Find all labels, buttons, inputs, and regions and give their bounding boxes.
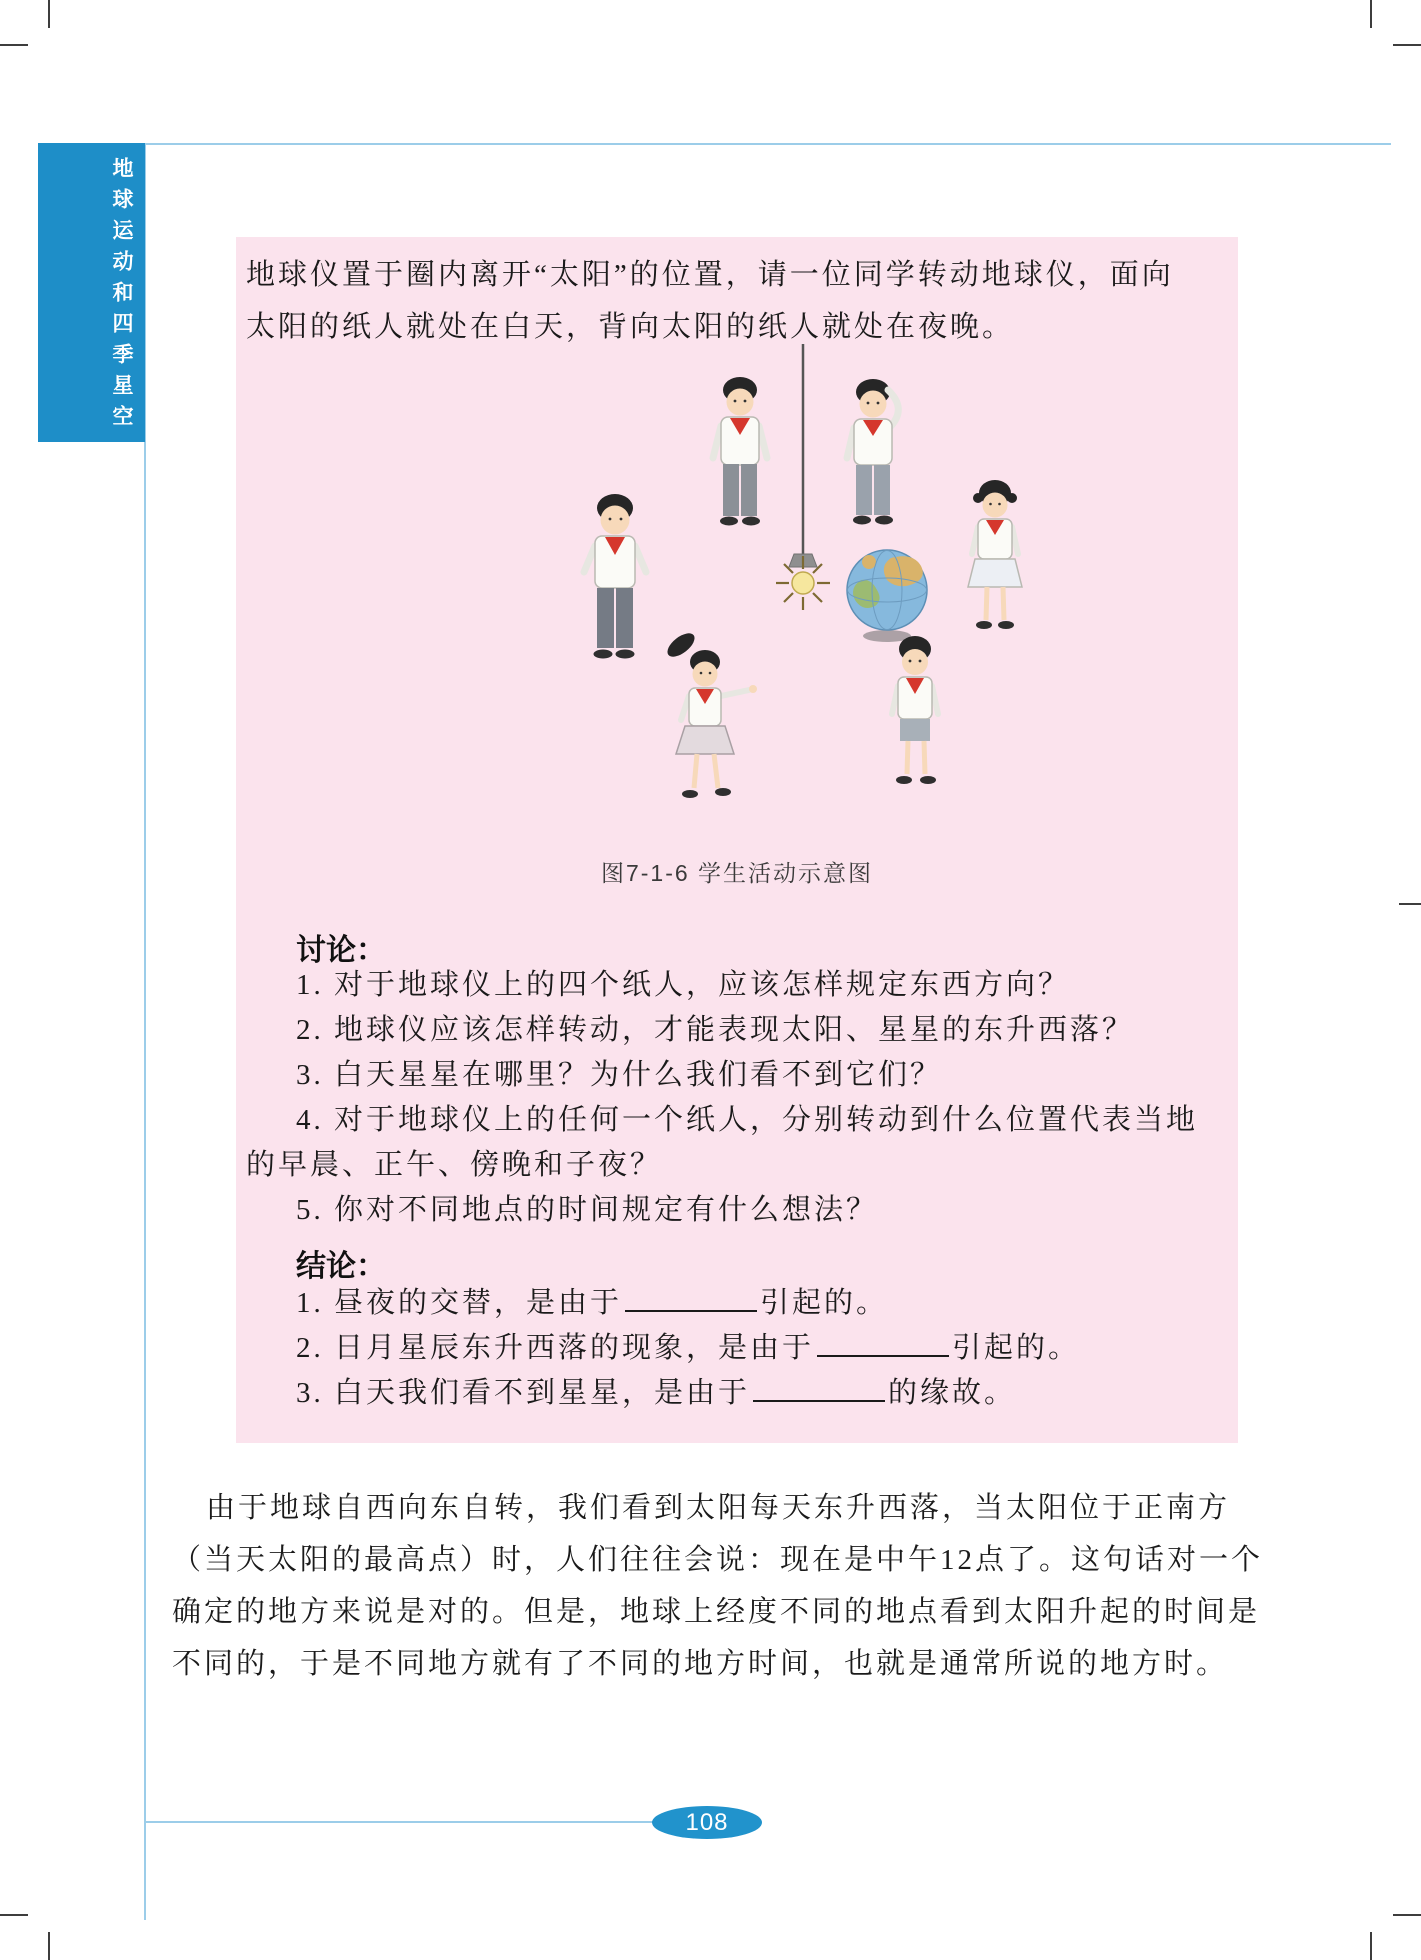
body-line: 由于地球自西向东自转，我们看到太阳每天东升西落，当太阳位于正南方 bbox=[206, 1492, 1231, 1524]
student-figure bbox=[847, 379, 898, 525]
student-figure bbox=[892, 636, 938, 784]
page-number-badge bbox=[652, 1806, 762, 1839]
figure-illustration bbox=[551, 340, 1061, 858]
conclusion-text-before: 2. 日月星辰东升西落的现象，是由于 bbox=[296, 1332, 815, 1364]
discussion-line: 5. 你对不同地点的时间规定有什么想法？ bbox=[296, 1194, 879, 1226]
crop-mark bbox=[1370, 1932, 1372, 1960]
conclusion-item bbox=[246, 1281, 1232, 1326]
figure-caption: 图7-1-6 学生活动示意图 bbox=[600, 860, 874, 886]
conclusion-text-before: 1. 昼夜的交替，是由于 bbox=[296, 1287, 623, 1319]
activity-box bbox=[236, 237, 1238, 1443]
crop-mark bbox=[0, 44, 28, 46]
discussion-line: 的早晨、正午、傍晚和子夜？ bbox=[246, 1149, 663, 1181]
discussion-list bbox=[246, 963, 1232, 1233]
intro-paragraph bbox=[246, 249, 1218, 353]
student-figure bbox=[584, 494, 646, 659]
intro-line: 地球仪置于圈内离开“太阳”的位置，请一位同学转动地球仪，面向 bbox=[246, 259, 1174, 291]
crop-mark bbox=[1393, 44, 1421, 46]
fill-in-blank-line bbox=[817, 1326, 949, 1357]
chapter-tab bbox=[38, 143, 145, 442]
intro-line: 太阳的纸人就处在白天，背向太阳的纸人就处在夜晚。 bbox=[246, 311, 1015, 343]
conclusion-item bbox=[246, 1371, 1232, 1416]
student-figure bbox=[663, 629, 757, 798]
body-line: 确定的地方来说是对的。但是，地球上经度不同的地点看到太阳升起的时间是 bbox=[172, 1596, 1261, 1628]
fill-in-blank-line bbox=[753, 1371, 885, 1402]
body-line: 不同的，于是不同地方就有了不同的地方时间，也就是通常所说的地方时。 bbox=[172, 1648, 1229, 1680]
footer-rule bbox=[145, 1821, 653, 1823]
discussion-line: 2. 地球仪应该怎样转动，才能表现太阳、星星的东升西落？ bbox=[296, 1014, 1135, 1046]
header-rule bbox=[145, 143, 1391, 145]
conclusion-heading: 结论： bbox=[296, 1250, 386, 1283]
crop-mark bbox=[1393, 1914, 1421, 1916]
student-figure bbox=[968, 480, 1022, 629]
conclusion-text-after: 引起的。 bbox=[760, 1287, 889, 1319]
conclusion-text-after: 引起的。 bbox=[952, 1332, 1081, 1364]
body-line: （当天太阳的最高点）时，人们往往会说：现在是中午12点了。这句话对一个 bbox=[172, 1544, 1264, 1576]
hanging-lamp-icon bbox=[776, 344, 830, 610]
crop-mark bbox=[1399, 903, 1421, 905]
conclusion-text-before: 3. 白天我们看不到星星，是由于 bbox=[296, 1377, 751, 1409]
discussion-line: 3. 白天星星在哪里？为什么我们看不到它们？ bbox=[296, 1059, 943, 1091]
discussion-heading: 讨论： bbox=[296, 934, 386, 967]
discussion-line: 4. 对于地球仪上的任何一个纸人，分别转动到什么位置代表当地 bbox=[296, 1104, 1199, 1136]
crop-mark bbox=[1370, 0, 1372, 28]
crop-mark bbox=[48, 0, 50, 28]
chapter-tab-label: 地球运动和四季星空 bbox=[110, 157, 133, 436]
crop-mark bbox=[48, 1932, 50, 1960]
crop-mark bbox=[0, 1914, 28, 1916]
conclusion-text-after: 的缘故。 bbox=[888, 1377, 1017, 1409]
fill-in-blank-line bbox=[625, 1281, 757, 1312]
globe-icon bbox=[847, 550, 927, 642]
body-paragraph bbox=[172, 1482, 1272, 1690]
conclusion-list bbox=[246, 1281, 1232, 1416]
page-number: 108 bbox=[685, 1808, 729, 1836]
student-figure bbox=[713, 377, 767, 526]
discussion-line: 1. 对于地球仪上的四个纸人，应该怎样规定东西方向？ bbox=[296, 969, 1071, 1001]
conclusion-item bbox=[246, 1326, 1232, 1371]
